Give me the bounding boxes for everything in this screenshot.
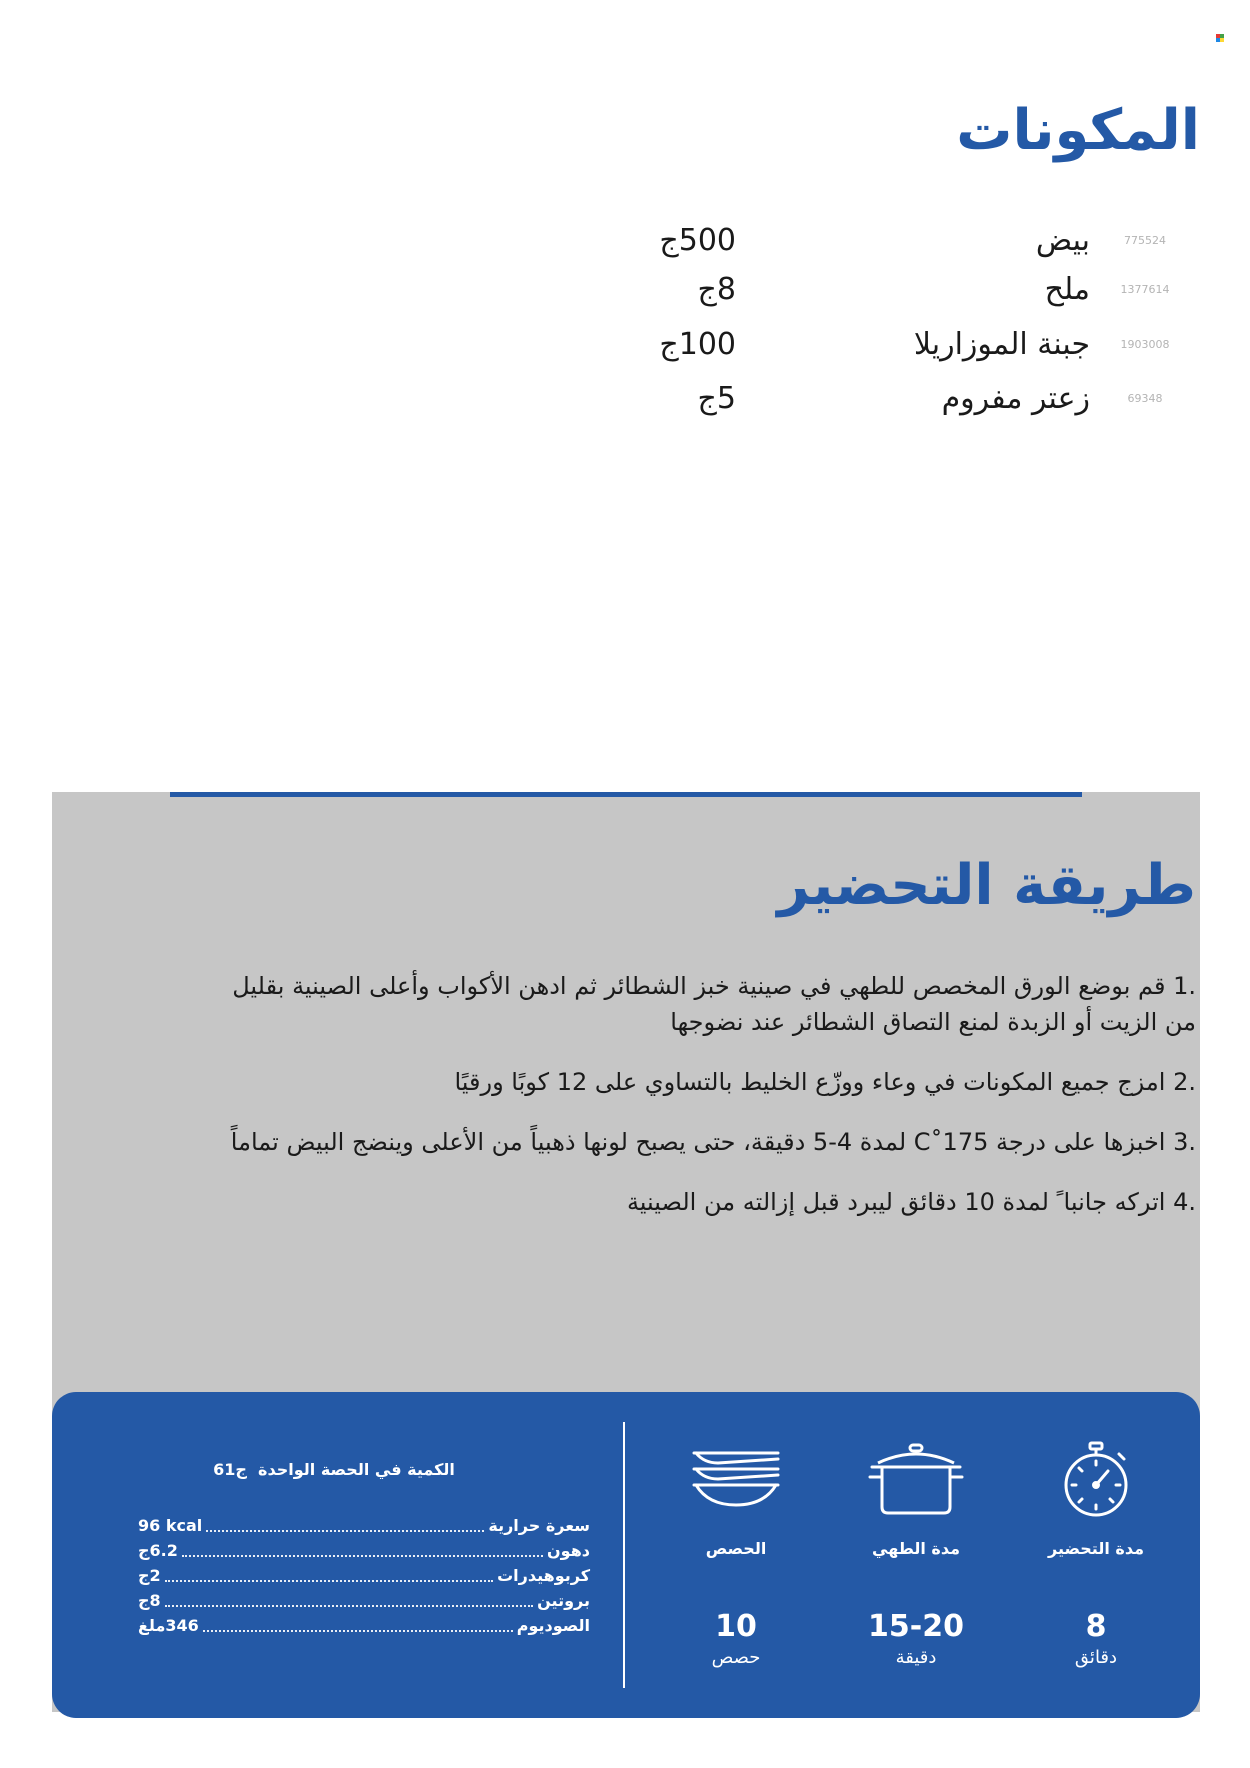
nutrition-row [138, 1613, 590, 1638]
step-text: امزج جميع المكونات في وعاء ووزّع الخليط بالتساوي على 12 كوبًا ورقيًا [454, 1068, 1166, 1096]
stat-unit: دقائق [1074, 1647, 1118, 1668]
ingredient-row [0, 268, 1250, 312]
ingredients-title: المكونات [956, 98, 1200, 163]
ingredient-qty: 5ج [697, 381, 736, 416]
nutrition-value: 96 kcal [138, 1516, 203, 1535]
preparation-steps [196, 944, 1196, 1237]
step-number: 3. [1173, 1128, 1196, 1156]
nutrition-name: سعرة حرارية [488, 1516, 590, 1535]
section-divider-bar [170, 792, 1082, 797]
leader-dots [203, 1630, 513, 1632]
step-text: اخبزها على درجة 175˚C لمدة 4-5 دقيقة، حتى يصبح لونها ذهبياً من الأعلى وينضج البيض تماماً [230, 1128, 1166, 1156]
nutrition-row [138, 1563, 590, 1588]
step-item [196, 1064, 1196, 1100]
stopwatch-icon [1016, 1436, 1176, 1522]
step-number: 4. [1173, 1188, 1196, 1216]
pot-icon [836, 1436, 996, 1522]
nutrition-name: كربوهيدرات [497, 1566, 590, 1585]
nutrition-portion: 61ج [213, 1460, 247, 1479]
step-item [196, 1124, 1196, 1160]
leader-dots [182, 1555, 543, 1557]
stat-value: 8 [1085, 1609, 1107, 1644]
ingredient-name: زعتر مفروم [941, 381, 1090, 416]
stat-prep-time [1016, 1436, 1176, 1670]
ingredient-code: 1903008 [1120, 338, 1170, 351]
nutrition-row [138, 1538, 590, 1563]
step-item [196, 1184, 1196, 1220]
step-item [196, 968, 1196, 1040]
leader-dots [206, 1530, 484, 1532]
leader-dots [165, 1580, 493, 1582]
nutrition-value: 346ملغ [138, 1616, 199, 1635]
nutrition-row [138, 1588, 590, 1613]
color-mark [1216, 34, 1226, 44]
step-number: 1. [1173, 972, 1196, 1000]
recipe-info-panel [52, 1392, 1200, 1718]
stat-label: مدة الطهي [872, 1539, 960, 1558]
ingredient-name: ملح [1044, 272, 1090, 307]
nutrition-name: الصوديوم [516, 1616, 590, 1635]
nutrition-title [138, 1460, 590, 1479]
step-number: 2. [1173, 1068, 1196, 1096]
stat-servings [656, 1436, 816, 1670]
stat-value: 10 [715, 1609, 757, 1644]
ingredient-qty: 500ج [659, 223, 736, 258]
stat-unit: دقيقة [895, 1647, 937, 1668]
nutrition-value: 2ج [138, 1566, 161, 1585]
ingredient-row [0, 219, 1250, 263]
nutrition-title-text: الكمية في الحصة الواحدة [258, 1460, 455, 1479]
stat-label: مدة التحضير [1048, 1539, 1144, 1558]
nutrition-facts [138, 1460, 590, 1638]
ingredient-code: 1377614 [1120, 283, 1170, 296]
stat-cook-time [836, 1436, 996, 1670]
nutrition-value: 6.2ج [138, 1541, 178, 1560]
ingredient-row [0, 323, 1250, 367]
nutrition-value: 8ج [138, 1591, 161, 1610]
leader-dots [165, 1605, 533, 1607]
ingredient-qty: 100ج [659, 327, 736, 362]
step-text: اتركه جانبا ً لمدة 10 دقائق ليبرد قبل إزالته من الصينية [626, 1188, 1166, 1216]
ingredient-code: 775524 [1124, 234, 1166, 247]
preparation-title: طريقة التحضير [777, 853, 1196, 918]
nutrition-name: دهون [547, 1541, 590, 1560]
ingredient-name: بيض [1035, 223, 1090, 258]
stat-label: الحصص [705, 1539, 767, 1558]
ingredient-code: 69348 [1127, 392, 1163, 405]
panel-divider [623, 1422, 625, 1688]
stat-value: 15-20 [868, 1609, 964, 1644]
step-text: قم بوضع الورق المخصص للطهي في صينية خبز الشطائر ثم ادهن الأكواب وأعلى الصينية بقليل من الزيت أو الزبدة لمنع التصاق الشطائر عند نضوجها [232, 972, 1196, 1036]
stat-unit: حصص [711, 1647, 761, 1668]
ingredient-qty: 8ج [697, 272, 736, 307]
nutrition-name: بروتين [537, 1591, 590, 1610]
plates-icon [656, 1436, 816, 1522]
nutrition-row [138, 1513, 590, 1538]
ingredient-row [0, 377, 1250, 421]
ingredient-name: جبنة الموزاريلا [913, 327, 1090, 362]
